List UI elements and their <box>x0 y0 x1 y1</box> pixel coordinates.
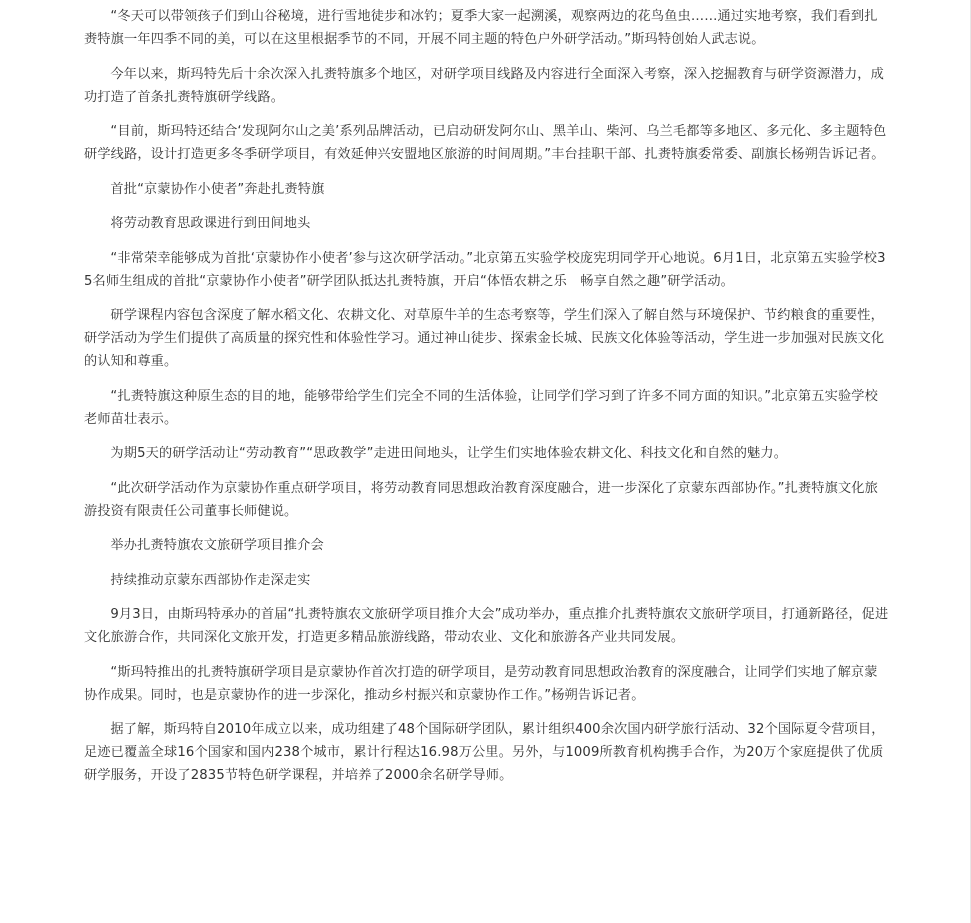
subheading: 首批“京蒙协作小使者”奔赴扎赉特旗 <box>110 181 325 197</box>
subheading: 举办扎赉特旗农文旅研学项目推介会 <box>110 538 324 553</box>
paragraph: 据了解，斯玛特自2010年成立以来，成功组建了48个国际研学团队，累计组织400余次国内研学旅行活动、32个国际夏令营项目，足迹已覆盖全球16个国家和国内238个城市，累计行程达16.98万公里。另外，与1009所教育机构携手合作，为20万个家庭提供了优质研学服务，开设了2835节特色研学课程，并培养了2000余名研学导师。 <box>84 722 885 783</box>
paragraph: “目前，斯玛特还结合‘发现阿尔山之美’系列品牌活动，已启动研发阿尔山、黑羊山、柴河、乌兰毛都等多地区、多元化、多主题特色研学线路，设计打造更多冬季研学项目，有效延伸兴安盟地区旅游的时间周期。”丰台挂职干部、扎赉特旗委常委、副旗长杨朔告诉记者。 <box>84 124 887 162</box>
paragraph: “扎赉特旗这种原生态的目的地，能够带给学生们完全不同的生活体验，让同学们学习到了许多不同方面的知识。”北京第五实验学校老师苗壮表示。 <box>84 388 878 427</box>
paragraph: 为期5天的研学活动让“劳动教育”“思政教学”走进田间地头，让学生们实地体验农耕文化、科技文化和自然的魅力。 <box>110 446 788 461</box>
paragraph: 研学课程内容包含深度了解水稻文化、农耕文化、对草原牛羊的生态考察等，学生们深入了解自然与环境保护、节约粮食的重要性，研学活动为学生们提供了高质量的探究性和体验性学习。通过神山徒步、探索金长城、民族文化体验等活动，学生进一步加强对民族文化的认知和尊重。 <box>84 308 885 369</box>
paragraph: “非常荣幸能够成为首批‘京蒙协作小使者’参与这次研学活动。”北京第五实验学校庞宪玥同学开心地说。6月1日，北京第五实验学校35名师生组成的首批“京蒙协作小使者”研学团队抵达扎赉特旗，开启“体悟农耕之乐 畅享自然之趣”研学活动。 <box>84 250 886 289</box>
paragraph: “冬天可以带领孩子们到山谷秘境，进行雪地徒步和冰钓；夏季大家一起溯溪，观察两边的花鸟鱼虫……通过实地考察，我们看到扎赉特旗一年四季不同的美，可以在这里根据季节的不同，开展不同主题的特色户外研学活动。”斯玛特创始人武志说。 <box>84 9 878 47</box>
paragraph: “斯玛特推出的扎赉特旗研学项目是京蒙协作首次打造的研学项目，是劳动教育同思想政治教育的深度融合，让同学们实地了解京蒙协作成果。同时，也是京蒙协作的进一步深化，推动乡村振兴和京蒙协作工作。”杨朔告诉记者。 <box>84 664 878 703</box>
subheading: 持续推动京蒙东西部协作走深走实 <box>110 572 311 588</box>
paragraph: “此次研学活动作为京蒙协作重点研学项目，将劳动教育同思想政治教育深度融合，进一步深化了京蒙东西部协作。”扎赉特旗文化旅游投资有限责任公司董事长师健说。 <box>84 480 878 519</box>
paragraph: 今年以来，斯玛特先后十余次深入扎赉特旗多个地区，对研学项目线路及内容进行全面深入考察，深入挖掘教育与研学资源潜力，成功打造了首条扎赉特旗研学线路。 <box>84 66 884 105</box>
paragraph: 9月3日，由斯玛特承办的首届“扎赉特旗农文旅研学项目推介大会”成功举办，重点推介扎赉特旗农文旅研学项目，打通新路径，促进文化旅游合作，共同深化文旅开发，打造更多精品旅游线路，带动农业、文化和旅游各产业共同发展。 <box>84 607 889 645</box>
article-body <box>84 5 890 799</box>
subheading: 将劳动教育思政课进行到田间地头 <box>110 216 311 231</box>
